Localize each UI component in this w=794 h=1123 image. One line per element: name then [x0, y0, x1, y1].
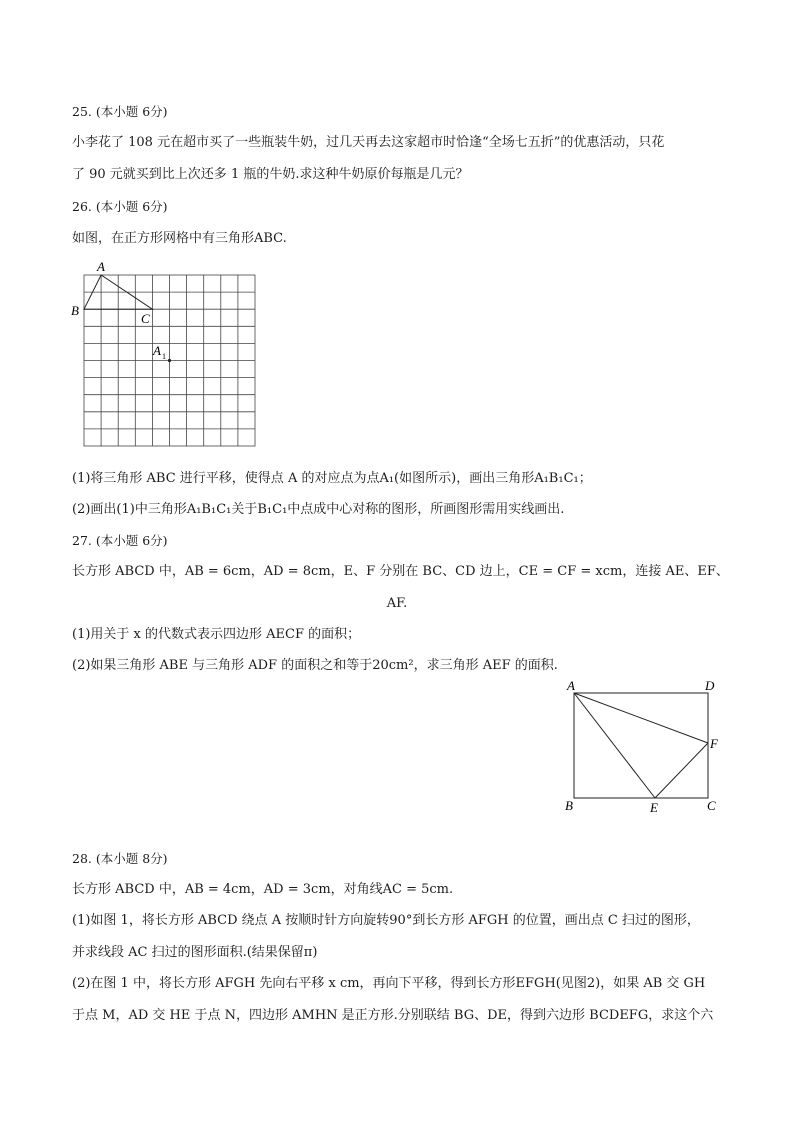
- label-c: C: [141, 311, 150, 326]
- q26-header: 26. (本小题 6分): [72, 199, 168, 214]
- q25-header: 25. (本小题 6分): [72, 104, 168, 119]
- q28-header: 28. (本小题 8分): [72, 851, 168, 866]
- q26-part1: (1)将三角形 ABC 进行平移，使得点 A 的对应点为点A₁(如图所示)，画出三角形A₁B₁C₁；: [72, 471, 592, 486]
- point-a1: [168, 359, 171, 362]
- label-f: F: [710, 736, 718, 751]
- label-b: B: [71, 303, 79, 318]
- q27-part1: (1)用关于 x 的代数式表示四边形 AECF 的面积；: [72, 627, 361, 642]
- q25-text-line2: 了 90 元就买到比上次还多 1 瓶的牛奶.求这种牛奶原价每瓶是几元？: [72, 167, 469, 182]
- q26-grid-figure: [66, 258, 266, 448]
- q27-header: 27. (本小题 6分): [72, 533, 168, 548]
- segment-ae: [574, 693, 655, 798]
- label-c: C: [707, 798, 716, 813]
- q26-intro: 如图，在正方形网格中有三角形ABC.: [72, 231, 287, 246]
- segment-af: [574, 693, 708, 743]
- q27-rectangle-figure: [560, 675, 730, 820]
- q28-text-line1: 长方形 ABCD 中，AB = 4cm，AD = 3cm，对角线AC = 5cm.: [72, 882, 454, 897]
- q28-text-line4: (2)在图 1 中，将长方形 AFGH 先向右平移 x cm，再向下平移，得到长方形EFGH(见图2)，如果 AB 交 GH: [72, 976, 706, 991]
- label-e: E: [650, 800, 658, 815]
- q27-text-line1: 长方形 ABCD 中，AB = 6cm，AD = 8cm，E、F 分别在 BC、CD 边上，CE = CF = xcm，连接 AE、EF、: [72, 564, 729, 579]
- label-a: A: [567, 678, 575, 693]
- q28-text-line5: 于点 M，AD 交 HE 于点 N，四边形 AMHN 是正方形.分别联结 BG、DE，得到六边形 BCDEFG，求这个六: [72, 1008, 714, 1023]
- label-a1: A: [153, 343, 161, 358]
- segment-ef: [655, 743, 708, 798]
- q27-part2: (2)如果三角形 ABE 与三角形 ADF 的面积之和等于20cm²，求三角形 AEF 的面积.: [72, 658, 558, 673]
- label-a1-subscript: 1: [162, 352, 166, 361]
- rectangle-abcd: [574, 693, 708, 798]
- q28-text-line3: 并求线段 AC 扫过的图形面积.(结果保留π): [72, 945, 318, 960]
- q27-text-line1b: AF.: [386, 596, 408, 611]
- q25-text-line1: 小李花了 108 元在超市买了一些瓶装牛奶，过几天再去这家超市时恰逢“全场七五折”的优惠活动，只花: [72, 135, 665, 150]
- label-d: D: [705, 678, 715, 693]
- label-b: B: [565, 798, 573, 813]
- q26-part2: (2)画出(1)中三角形A₁B₁C₁关于B₁C₁中点成中心对称的图形，所画图形需用实线画出.: [72, 502, 565, 517]
- q28-text-line2: (1)如图 1，将长方形 ABCD 绕点 A 按顺时针方向旋转90°到长方形 AFGH 的位置，画出点 C 扫过的图形，: [72, 913, 700, 928]
- label-a: A: [97, 259, 105, 274]
